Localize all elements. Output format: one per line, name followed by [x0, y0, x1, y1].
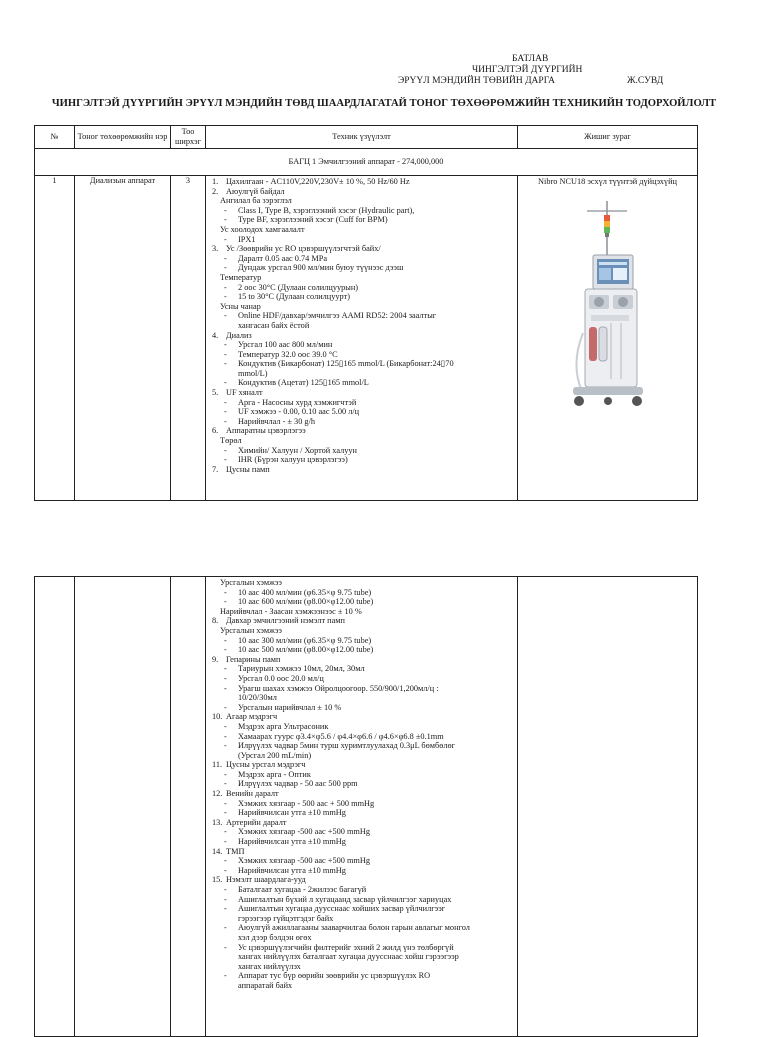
spec-continuation	[206, 914, 517, 924]
spec-table-page2	[34, 576, 698, 1037]
spec-section-number: 9.	[212, 654, 219, 664]
spec-section-heading	[206, 244, 517, 254]
spec-text: Илрүүлэх чадвар - 50 аас 500 ppm	[238, 779, 358, 789]
spec-text: Температур 32.0 оос 39.0 °C	[238, 349, 338, 359]
header-reference-image: Жишиг зураг	[518, 126, 698, 149]
spec-subheading	[206, 436, 517, 446]
bullet-dash: -	[224, 798, 227, 808]
spec-text: (Урсгал 200 mL/min)	[238, 750, 312, 760]
bullet-dash: -	[224, 597, 227, 607]
spec-subheading	[206, 607, 517, 617]
image-caption: Nibro NCU18 эсхүл түүнтэй дүйцэхүйц	[538, 177, 677, 186]
spec-text: хангасан байх ёстой	[238, 320, 310, 330]
spec-text: Диализ	[226, 330, 252, 340]
spec-bullet-item	[206, 827, 517, 837]
spec-section-heading	[206, 616, 517, 626]
spec-continuation	[206, 751, 517, 761]
spec-continuation	[206, 321, 517, 331]
bullet-dash: -	[224, 292, 227, 302]
bullet-dash: -	[224, 808, 227, 818]
spec-section-number: 13.	[212, 817, 223, 827]
bullet-dash: -	[224, 779, 227, 789]
spec-text: Усны чанар	[220, 301, 261, 311]
bullet-dash: -	[224, 359, 227, 369]
spec-text: хангах нийлүүлэх	[238, 961, 301, 971]
spec-section-number: 4.	[212, 330, 219, 340]
bullet-dash: -	[224, 741, 227, 751]
spec-text: 10 аас 500 мл/мин (φ8.00×φ12.00 tube)	[238, 645, 374, 655]
spec-subheading	[206, 225, 517, 235]
bullet-dash: -	[224, 234, 227, 244]
bullet-dash: -	[224, 702, 227, 712]
spec-section-number: 1.	[212, 177, 219, 186]
spec-text: Химийн/ Халуун / Хортой халуун	[238, 445, 357, 455]
spec-bullet-item	[206, 808, 517, 818]
bullet-dash: -	[224, 645, 227, 655]
bullet-dash: -	[224, 683, 227, 693]
spec-subheading	[206, 302, 517, 312]
spec-text: 10/20/30мл	[238, 693, 277, 703]
spec-bullet-item	[206, 664, 517, 674]
header-number: №	[35, 126, 75, 149]
spec-text: Type BF, хэрэглээний хэсэг (Cuff for BPM)	[238, 215, 388, 225]
spec-text: Аппарат тус бүр өөрийн зөөврийн ус цэвэршүүлэх RO	[238, 971, 431, 981]
spec-bullet-item	[206, 674, 517, 684]
spec-section-heading	[206, 847, 517, 857]
spec-text: Илрүүлэх чадвар 5мин турш хуримтлуулахад 0.3μL бөмбөлөг	[238, 741, 456, 751]
spec-text: хэл дээр бэлдэн өгөх	[238, 932, 312, 942]
bullet-dash: -	[224, 894, 227, 904]
bullet-dash: -	[224, 397, 227, 407]
spec-text: Аюулгүй байдал	[226, 186, 285, 196]
spec-text: Төрөл	[220, 436, 242, 446]
spec-text: Аюулгүй ажиллагааны зааварчилгаа болон гарын авлагыг монгол	[238, 923, 470, 933]
equipment-quantity: 3	[171, 176, 206, 501]
equipment-name: Диализын аппарат	[75, 176, 171, 501]
spec-section-heading	[206, 875, 517, 885]
spec-bullet-item	[206, 923, 517, 933]
spec-text: 15 to 30°C (Дулаан солилцуурт)	[238, 292, 350, 302]
bullet-dash: -	[224, 971, 227, 981]
spec-section-heading	[206, 187, 517, 197]
spec-bullet-item	[206, 943, 517, 953]
spec-subheading	[206, 626, 517, 636]
spec-bullet-item	[206, 350, 517, 360]
bullet-dash: -	[224, 282, 227, 292]
spec-text: гэрээгээр гүйцэтгэдэг байх	[238, 913, 334, 923]
spec-text: Цусны памп	[226, 464, 270, 474]
row-number-cont	[35, 577, 75, 1037]
bullet-dash: -	[224, 827, 227, 837]
document-title: ЧИНГЭЛТЭЙ ДҮҮРГИЙН ЭРҮҮЛ МЭНДИЙН ТӨВД ШААРДЛАГАТАЙ ТОНОГ ТӨХӨӨРӨМЖИЙН ТЕХНИКИЙН ТОДОРХОЙЛОЛТ	[51, 98, 717, 109]
spec-bullet-item	[206, 254, 517, 264]
lot-row	[35, 149, 698, 176]
spec-bullet-item	[206, 215, 517, 225]
spec-text: Ангилал ба зэрэглэл	[220, 196, 292, 206]
spec-text: Даралт 0.05 аас 0.74 MPa	[238, 253, 328, 263]
spec-bullet-item	[206, 837, 517, 847]
spec-section-heading	[206, 789, 517, 799]
spec-text: Цахилгаан - AC110V,220V,230V± 10 %, 50 Hz/60 Hz	[226, 177, 410, 186]
spec-text: Хэмжих хязгаар -500 аас +500 mmHg	[238, 856, 371, 866]
spec-section-number: 7.	[212, 464, 219, 474]
approval-position: ЭРҮҮЛ МЭНДИЙН ТӨВИЙН ДАРГА	[398, 76, 556, 86]
spec-text: IPX1	[238, 234, 256, 244]
spec-cell	[206, 176, 518, 501]
spec-bullet-item	[206, 895, 517, 905]
bullet-dash: -	[224, 731, 227, 741]
bullet-dash: -	[224, 445, 227, 455]
spec-text: Тариурын хэмжээ 10мл, 20мл, 30мл	[238, 664, 365, 674]
bullet-dash: -	[224, 215, 227, 225]
spec-text: Температур	[220, 272, 262, 282]
spec-text: TMП	[226, 846, 245, 856]
spec-bullet-item	[206, 398, 517, 408]
spec-section-number: 15.	[212, 875, 223, 885]
spec-text: хангах нийлүүлэх баталгаат хугацаа дуусснаас хойш гэрээгээр	[238, 952, 459, 962]
spec-bullet-item	[206, 971, 517, 981]
spec-text: Баталгаат хугацаа - 2жилээс багагүй	[238, 885, 367, 894]
spec-section-number: 12.	[212, 789, 223, 799]
spec-section-number: 6.	[212, 426, 219, 436]
spec-continuation	[206, 962, 517, 972]
spec-text: IHR (Бүрэн халуун цэвэрлэгээ)	[238, 455, 348, 465]
spec-text: аппаратай байх	[238, 980, 293, 990]
dialysis-machine-image	[563, 193, 653, 415]
spec-text: Мэдрэх арга - Оптик	[238, 769, 311, 779]
spec-continuation	[206, 693, 517, 703]
spec-section-number: 2.	[212, 186, 219, 196]
bullet-dash: -	[224, 407, 227, 417]
spec-section-heading	[206, 426, 517, 436]
spec-bullet-item	[206, 732, 517, 742]
spec-text: Аппаратны цэвэрлэгээ	[226, 426, 306, 436]
spec-bullet-item	[206, 856, 517, 866]
spec-text: Урагш шахах хэмжээ Ойролцоогоор. 550/900/1,200мл/ц :	[238, 683, 439, 693]
spec-text: Мэдрэх арга Ультрасоник	[238, 721, 329, 731]
spec-section-heading	[206, 465, 517, 475]
header-technical-spec: Техник үзүүлэлт	[206, 126, 518, 149]
spec-bullet-item	[206, 866, 517, 876]
spec-bullet-item	[206, 455, 517, 465]
spec-bullet-item	[206, 359, 517, 369]
spec-text: Хэмжих хязгаар -500 аас +500 mmHg	[238, 827, 371, 837]
spec-text: 10 аас 300 мл/мин (φ6.35×φ 9.75 tube)	[238, 635, 372, 645]
spec-text: Нарийвчилсан утга ±10 mmHg	[238, 808, 346, 818]
spec-text: Урсгалын хэмжээ	[220, 578, 282, 587]
spec-bullet-item	[206, 340, 517, 350]
bullet-dash: -	[224, 416, 227, 426]
approval-signer: Ж.СУВД	[627, 76, 664, 86]
spec-continuation	[206, 933, 517, 943]
bullet-dash: -	[224, 378, 227, 388]
spec-continuation	[206, 981, 517, 991]
bullet-dash: -	[224, 635, 227, 645]
table-header-row	[35, 126, 698, 149]
spec-section-heading	[206, 760, 517, 770]
table-row	[35, 176, 698, 501]
spec-text: Нарийвчилсан утга ±10 mmHg	[238, 837, 346, 847]
bullet-dash: -	[224, 856, 227, 866]
spec-text: Online HDF/давхар/эмчилгээ AAMI RD52: 2004 заалтыг	[238, 311, 437, 321]
spec-bullet-item	[206, 407, 517, 417]
lot-title: БАГЦ 1 Эмчилгээний аппарат - 274,000,000	[35, 149, 698, 176]
spec-section-heading	[206, 177, 517, 187]
spec-bullet-item	[206, 263, 517, 273]
spec-text: Гепарины памп	[226, 654, 281, 664]
equipment-quantity-cont	[171, 577, 206, 1037]
spec-section-heading	[206, 388, 517, 398]
table-row	[35, 577, 698, 1037]
bullet-dash: -	[224, 769, 227, 779]
bullet-dash: -	[224, 340, 227, 350]
spec-text: Давхар эмчилгээний нэмэлт памп	[226, 616, 345, 626]
spec-text: Ашиглалтын хугацаа дуусснаас хойших засвар үйлчилгээг	[238, 904, 446, 914]
spec-text: Урсгал 100 аас 800 мл/мин	[238, 340, 333, 350]
spec-text: Урсгал 0.0 оос 20.0 мл/ц	[238, 673, 324, 683]
spec-text: Class I, Type B, хэрэглээний хэсэг (Hydraulic part),	[238, 205, 415, 215]
spec-bullet-item	[206, 283, 517, 293]
spec-section-number: 5.	[212, 388, 219, 398]
spec-section-number: 8.	[212, 616, 219, 626]
spec-text: Нэмэлт шаардлага-ууд	[226, 875, 306, 885]
spec-text: Цусны урсгал мэдрэгч	[226, 760, 306, 770]
spec-bullet-item	[206, 206, 517, 216]
spec-section-number: 14.	[212, 846, 223, 856]
spec-table-page1	[34, 125, 698, 501]
spec-text: Артерийн даралт	[226, 817, 287, 827]
spec-bullet-item	[206, 636, 517, 646]
spec-bullet-item	[206, 235, 517, 245]
spec-text: 10 аас 600 мл/мин (φ8.00×φ12.00 tube)	[238, 597, 374, 607]
spec-bullet-item	[206, 378, 517, 388]
spec-subheading	[206, 578, 517, 588]
spec-text: 2 оос 30°C (Дулаан солилцуурын)	[238, 282, 359, 292]
spec-text: Кондуктив (Ацетат) 125▯165 mmol/L	[238, 378, 369, 388]
bullet-dash: -	[224, 923, 227, 933]
spec-text: Нарийвчлал - Заасан хэмжээнээс ± 10 %	[220, 606, 362, 616]
spec-bullet-item	[206, 684, 517, 694]
bullet-dash: -	[224, 311, 227, 321]
spec-bullet-item	[206, 292, 517, 302]
spec-text: Урсгалын нарийвчлал ± 10 %	[238, 702, 342, 712]
spec-text: Ус хоолодох хамгаалалт	[220, 224, 305, 234]
bullet-dash: -	[224, 904, 227, 914]
spec-bullet-item	[206, 770, 517, 780]
spec-section-number: 3.	[212, 244, 219, 254]
spec-continuation	[206, 369, 517, 379]
spec-list	[206, 176, 517, 474]
spec-text: Агаар мэдрэгч	[226, 712, 278, 722]
equipment-name-cont	[75, 577, 171, 1037]
spec-section-heading	[206, 331, 517, 341]
spec-subheading	[206, 273, 517, 283]
spec-text: Ус /Зөөврийн ус RO цэвэршүүлэгчтэй байх/	[226, 244, 381, 254]
spec-bullet-item	[206, 588, 517, 598]
spec-text: UF хяналт	[226, 388, 263, 398]
bullet-dash: -	[224, 673, 227, 683]
spec-text: Венийн даралт	[226, 789, 279, 799]
spec-bullet-item	[206, 645, 517, 655]
spec-bullet-item	[206, 417, 517, 427]
spec-section-number: 10.	[212, 712, 223, 722]
spec-bullet-item	[206, 904, 517, 914]
spec-list	[206, 577, 517, 991]
spec-text: 10 аас 400 мл/мин (φ6.35×φ 9.75 tube)	[238, 587, 372, 597]
bullet-dash: -	[224, 865, 227, 875]
spec-section-heading	[206, 712, 517, 722]
spec-text: UF хэмжээ - 0.00, 0.10 аас 5.00 л/ц	[238, 407, 360, 417]
spec-bullet-item	[206, 722, 517, 732]
spec-continuation	[206, 952, 517, 962]
row-number: 1	[35, 176, 75, 501]
spec-bullet-item	[206, 597, 517, 607]
spec-bullet-item	[206, 741, 517, 751]
bullet-dash: -	[224, 587, 227, 597]
spec-cell-cont	[206, 577, 518, 1037]
bullet-dash: -	[224, 942, 227, 952]
reference-image-cell	[518, 176, 698, 501]
spec-bullet-item	[206, 446, 517, 456]
spec-section-heading	[206, 818, 517, 828]
spec-bullet-item	[206, 311, 517, 321]
spec-bullet-item	[206, 779, 517, 789]
reference-image-cell-cont	[518, 577, 698, 1037]
bullet-dash: -	[224, 349, 227, 359]
spec-subheading	[206, 196, 517, 206]
spec-bullet-item	[206, 885, 517, 895]
bullet-dash: -	[224, 263, 227, 273]
bullet-dash: -	[224, 721, 227, 731]
spec-text: Дундаж урсгал 900 мл/мин буюу түүнээс дээш	[238, 263, 404, 273]
approval-heading: БАТЛАВ	[512, 54, 549, 64]
spec-text: Ус цэвэршүүлэгчийн филтерийг эхний 2 жилд үнэ төлбөргүй	[238, 942, 454, 952]
bullet-dash: -	[224, 664, 227, 674]
spec-text: Кондуктив (Бикарбонат) 125▯165 mmol/L (Бикарбонат:24▯70	[238, 359, 454, 369]
spec-bullet-item	[206, 703, 517, 713]
bullet-dash: -	[224, 885, 227, 894]
spec-text: mmol/L)	[238, 368, 268, 378]
spec-text: Хамаарах гуурс φ3.4×φ5.6 / φ4.4×φ6.6 / φ4.6×φ6.8 ±0.1mm	[238, 731, 444, 741]
spec-text: Арга - Насосны хурд хэмжигчтэй	[238, 397, 357, 407]
bullet-dash: -	[224, 205, 227, 215]
spec-section-heading	[206, 655, 517, 665]
bullet-dash: -	[224, 455, 227, 465]
spec-text: Нарийвчилсан утга ±10 mmHg	[238, 865, 346, 875]
spec-text: Нарийвчлал - ± 30 g/h	[238, 416, 316, 426]
spec-text: Урсгалын хэмжээ	[220, 625, 282, 635]
spec-text: Ашиглалтын бүхий л хугацаанд засвар үйлчилгээг хариуцах	[238, 894, 452, 904]
header-equipment-name: Тоног төхөөрөмжийн нэр	[75, 126, 171, 149]
header-quantity: Тоо ширхэг	[171, 126, 206, 149]
approval-district: ЧИНГЭЛТЭЙ ДҮҮРГИЙН	[472, 65, 583, 75]
spec-section-number: 11.	[212, 760, 223, 770]
bullet-dash: -	[224, 253, 227, 263]
spec-text: Хэмжих хязгаар - 500 аас + 500 mmHg	[238, 798, 375, 808]
bullet-dash: -	[224, 837, 227, 847]
spec-bullet-item	[206, 799, 517, 809]
